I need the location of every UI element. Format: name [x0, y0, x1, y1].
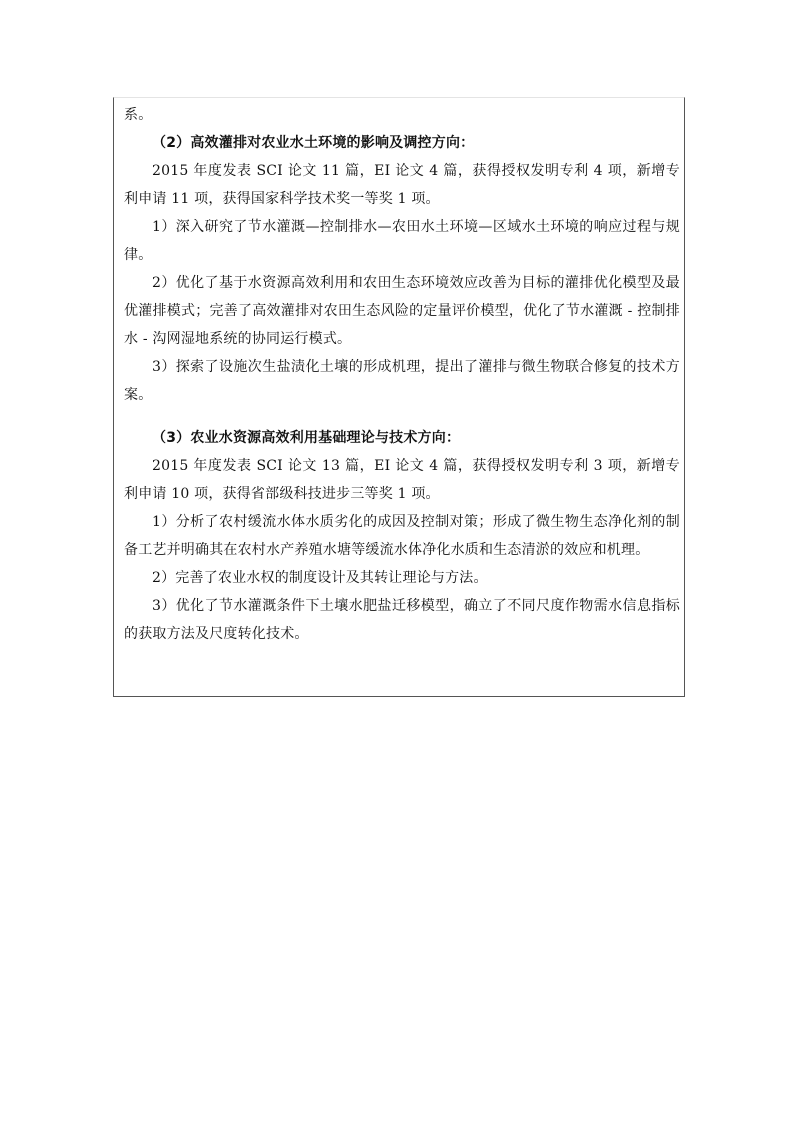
section-2-item-3: 3）探索了设施次生盐渍化土壤的形成机理，提出了灌排与微生物联合修复的技术方案。 [124, 359, 680, 403]
section-3-item-1: 1）分析了农村缓流水体水质劣化的成因及控制对策；形成了微生物生态净化剂的制备工艺并明确其在农村水产养殖水塘等缓流水体净化水质和生态清淤的效应和机理。 [124, 514, 680, 558]
section-3-heading: （3）农业水资源高效利用基础理论与技术方向： [152, 430, 461, 446]
report-table-cell [113, 97, 685, 697]
section-2-heading: （2）高效灌排对农业水土环境的影响及调控方向： [152, 135, 475, 151]
section-gap [124, 409, 680, 424]
section-2-item-2: 2）优化了基于水资源高效利用和农田生态环境效应改善为目标的灌排优化模型及最优灌排模式；完善了高效灌排对农田生态风险的定量评价模型，优化了节水灌溉 - 控制排水 - 沟网湿地系统的协同运行模式。 [124, 275, 680, 347]
section-3-item-3: 3）优化了节水灌溉条件下土壤水肥盐迁移模型，确立了不同尺度作物需水信息指标的获取方法及尺度转化技术。 [124, 598, 680, 642]
report-text [124, 101, 680, 648]
section-3-summary: 2015 年度发表 SCI 论文 13 篇，EI 论文 4 篇，获得授权发明专利 3 项，新增专利申请 10 项，获得省部级科技进步三等奖 1 项。 [124, 458, 680, 502]
section-2-item-1: 1）深入研究了节水灌溉—控制排水—农田水土环境—区域水土环境的响应过程与规律。 [124, 219, 680, 263]
section-3-item-2: 2）完善了农业水权的制度设计及其转让理论与方法。 [152, 570, 488, 586]
continued-line: 系。 [124, 107, 153, 123]
section-2-summary: 2015 年度发表 SCI 论文 11 篇，EI 论文 4 篇，获得授权发明专利 4 项，新增专利申请 11 项，获得国家科学技术奖一等奖 1 项。 [124, 163, 680, 207]
